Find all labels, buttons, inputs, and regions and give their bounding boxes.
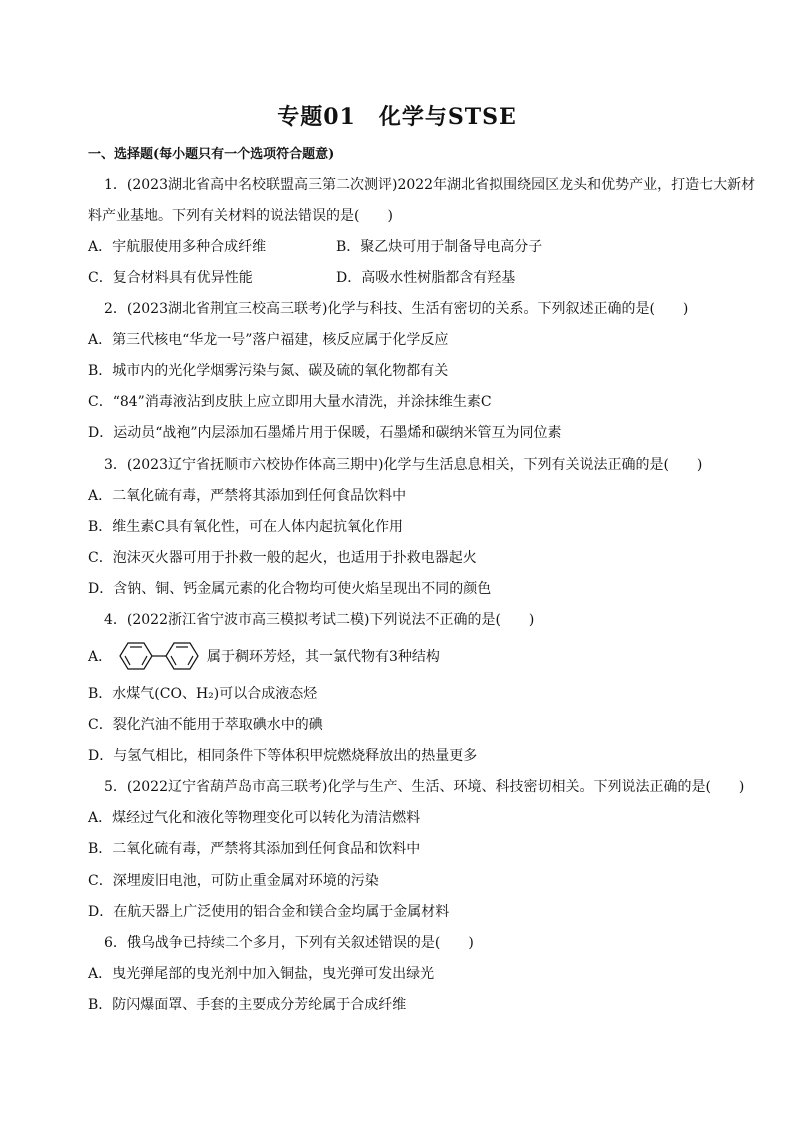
q5-option-a: A．煤经过气化和液化等物理变化可以转化为清洁燃料 <box>88 810 421 826</box>
q2-option-b: B．城市内的光化学烟雾污染与氮、碳及硫的氧化物都有关 <box>88 363 449 379</box>
section-heading: 一、选择题(每小题只有一个选项符合题意) <box>88 147 335 162</box>
q4-option-a-prefix: A． <box>88 649 113 665</box>
q6-stem: 6．俄乌战争已持续二个多月，下列有关叙述错误的是( ) <box>104 935 474 951</box>
q5-option-b: B．二氧化硫有毒，严禁将其添加到任何食品和饮料中 <box>88 841 421 857</box>
q1-option-d: D．高吸水性树脂都含有羟基 <box>336 270 516 286</box>
q2-option-a: A．第三代核电“华龙一号”落户福建，核反应属于化学反应 <box>88 332 449 348</box>
q4-option-c: C．裂化汽油不能用于萃取碘水中的碘 <box>88 717 323 733</box>
double-bond <box>188 656 193 665</box>
q6-option-a: A．曳光弹尾部的曳光剂中加入铜盐，曳光弹可发出绿光 <box>88 966 435 982</box>
q3-option-c: C．泡沫灭火器可用于扑救一般的起火，也适用于扑救电器起火 <box>88 550 477 566</box>
q4-option-a-text: 属于稠环芳烃，其一氯代物有3种结构 <box>207 649 440 665</box>
q1-option-a: A．宇航服使用多种合成纤维 <box>88 239 267 255</box>
q5-option-c: C．深埋废旧电池，可防止重金属对环境的污染 <box>88 873 379 889</box>
q5-stem: 5．(2022辽宁省葫芦岛市高三联考)化学与生产、生活、环境、科技密切相关。下列说法正确的是( ) <box>104 779 745 795</box>
q4-option-b: B．水煤气(CO、H₂)可以合成液态烃 <box>88 686 318 702</box>
q1-stem-line2: 料产业基地。下列有关材料的说法错误的是( ) <box>88 208 393 224</box>
q1-option-c: C．复合材料具有优异性能 <box>88 270 253 286</box>
q4-option-d: D．与氢气相比，相同条件下等体积甲烷燃烧释放出的热量更多 <box>88 748 478 764</box>
q3-option-a: A．二氧化硫有毒，严禁将其添加到任何食品饮料中 <box>88 488 407 504</box>
q1-stem-line1: 1．(2023湖北省高中名校联盟高三第二次测评)2022年湖北省拟围绕园区龙头和优势产业，打造七大新材 <box>104 177 756 193</box>
q3-option-d: D．含钠、铜、钙金属元素的化合物均可使火焰呈现出不同的颜色 <box>88 581 492 597</box>
q2-option-c: C．“84”消毒液沾到皮肤上应立即用大量水清洗，并涂抹维生素C <box>88 394 492 410</box>
q5-option-d: D．在航天器上广泛使用的铝合金和镁合金均属于金属材料 <box>88 904 450 920</box>
q4-stem: 4．(2022浙江省宁波市高三模拟考试二模)下列说法不正确的是( ) <box>104 612 535 628</box>
double-bond <box>125 656 130 665</box>
q6-option-b: B．防闪爆面罩、手套的主要成分芳纶属于合成纤维 <box>88 997 407 1013</box>
double-bond <box>142 656 147 665</box>
page-title: 专题01 化学与STSE <box>277 104 517 130</box>
q2-option-d: D．运动员“战袍”内层添加石墨烯片用于保暖，石墨烯和碳纳米管互为同位素 <box>88 425 562 441</box>
q3-option-b: B．维生素C具有氧化性，可在人体内起抗氧化作用 <box>88 519 403 535</box>
q1-option-b: B．聚乙炔可用于制备导电高分子 <box>336 239 543 255</box>
q3-stem: 3．(2023辽宁省抚顺市六校协作体高三期中)化学与生活息息相关，下列有关说法正确的是( ) <box>104 457 703 473</box>
biphenyl-structure-image <box>116 640 206 672</box>
double-bond <box>171 656 176 665</box>
q2-stem: 2．(2023湖北省荆宜三校高三联考)化学与科技、生活有密切的关系。下列叙述正确的是( ) <box>104 301 689 317</box>
